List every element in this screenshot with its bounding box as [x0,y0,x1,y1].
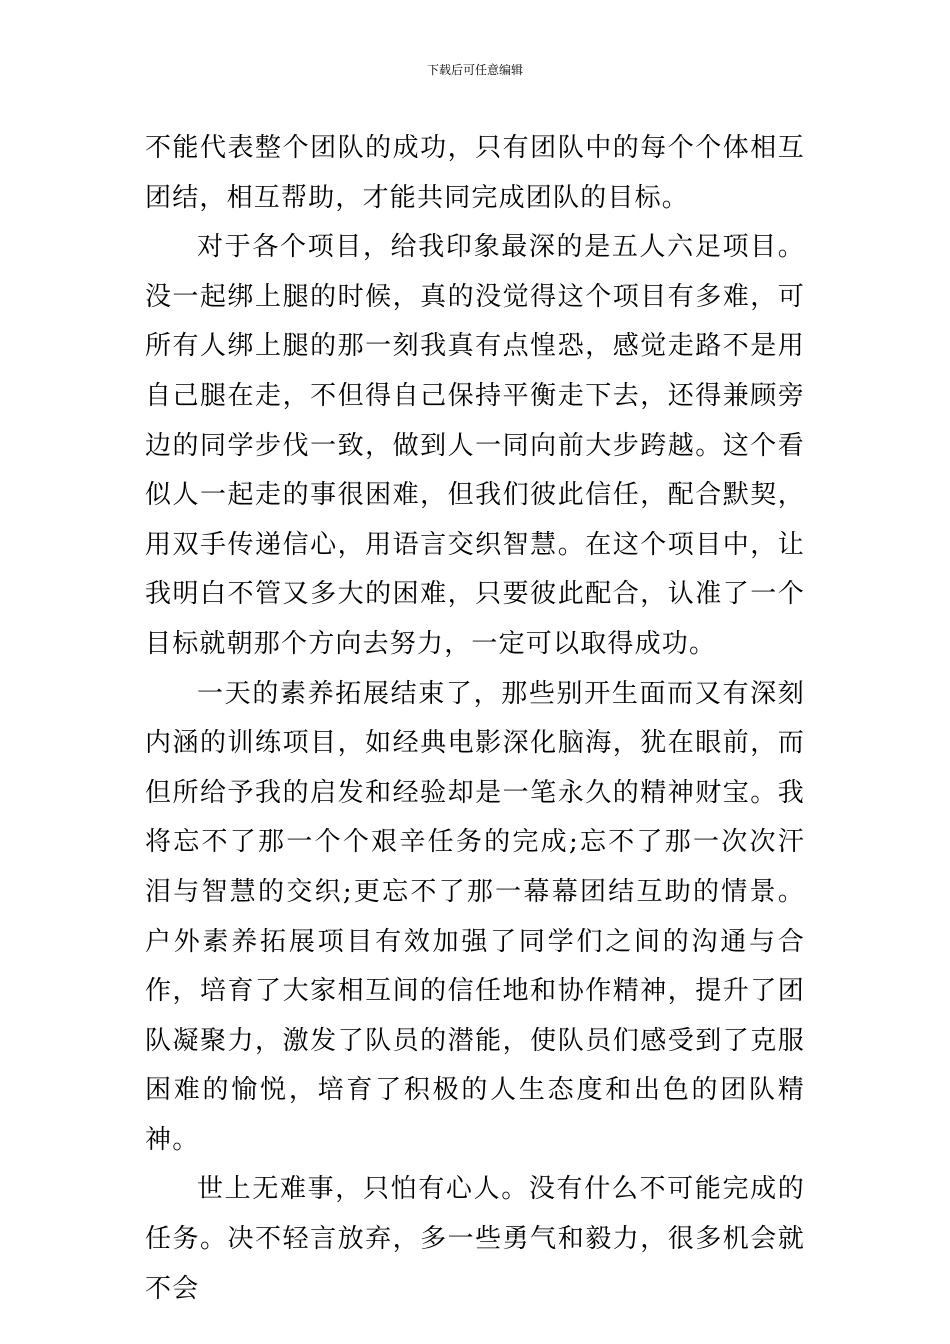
header-note: 下载后可任意编辑 [426,63,523,77]
paragraph-4: 世上无难事，只怕有心人。没有什么不可能完成的任务。决不轻言放弃，多一些勇气和毅力，很多机会就不会 [145,1174,805,1304]
paragraph-3: 一天的素养拓展结束了，那些别开生面而又有深刻内涵的训练项目，如经典电影深化脑海，犹在眼前，而但所给予我的启发和经验却是一笔永久的精神财宝。我将忘不了那一个个艰辛任务的完成;忘不了那一次次汗泪与智慧的交织;更忘不了那一幕幕团结互助的情景。户外素养拓展项目有效加强了同学们之间的沟通与合作，培育了大家相互间的信任地和协作精神，提升了团队凝聚力，激发了队员的潜能，使队员们感受到了克服困难的愉悦，培育了积极的人生态度和出色的团队精神。 [145,678,805,1155]
paragraph-1: 不能代表整个团队的成功，只有团队中的每个个体相互团结，相互帮助，才能共同完成团队的目标。 [145,133,805,213]
paragraph-2: 对于各个项目，给我印象最深的是五人六足项目。没一起绑上腿的时候，真的没觉得这个项目有多难，可所有人绑上腿的那一刻我真有点惶恐，感觉走路不是用自己腿在走，不但得自己保持平衡走下去，还得兼顾旁边的同学步伐一致，做到人一同向前大步跨越。这个看似人一起走的事很困难，但我们彼此信任，配合默契，用双手传递信心，用语言交织智慧。在这个项目中，让我明白不管又多大的困难，只要彼此配合，认准了一个目标就朝那个方向去努力，一定可以取得成功。 [145,232,805,659]
document-body [145,124,805,1314]
